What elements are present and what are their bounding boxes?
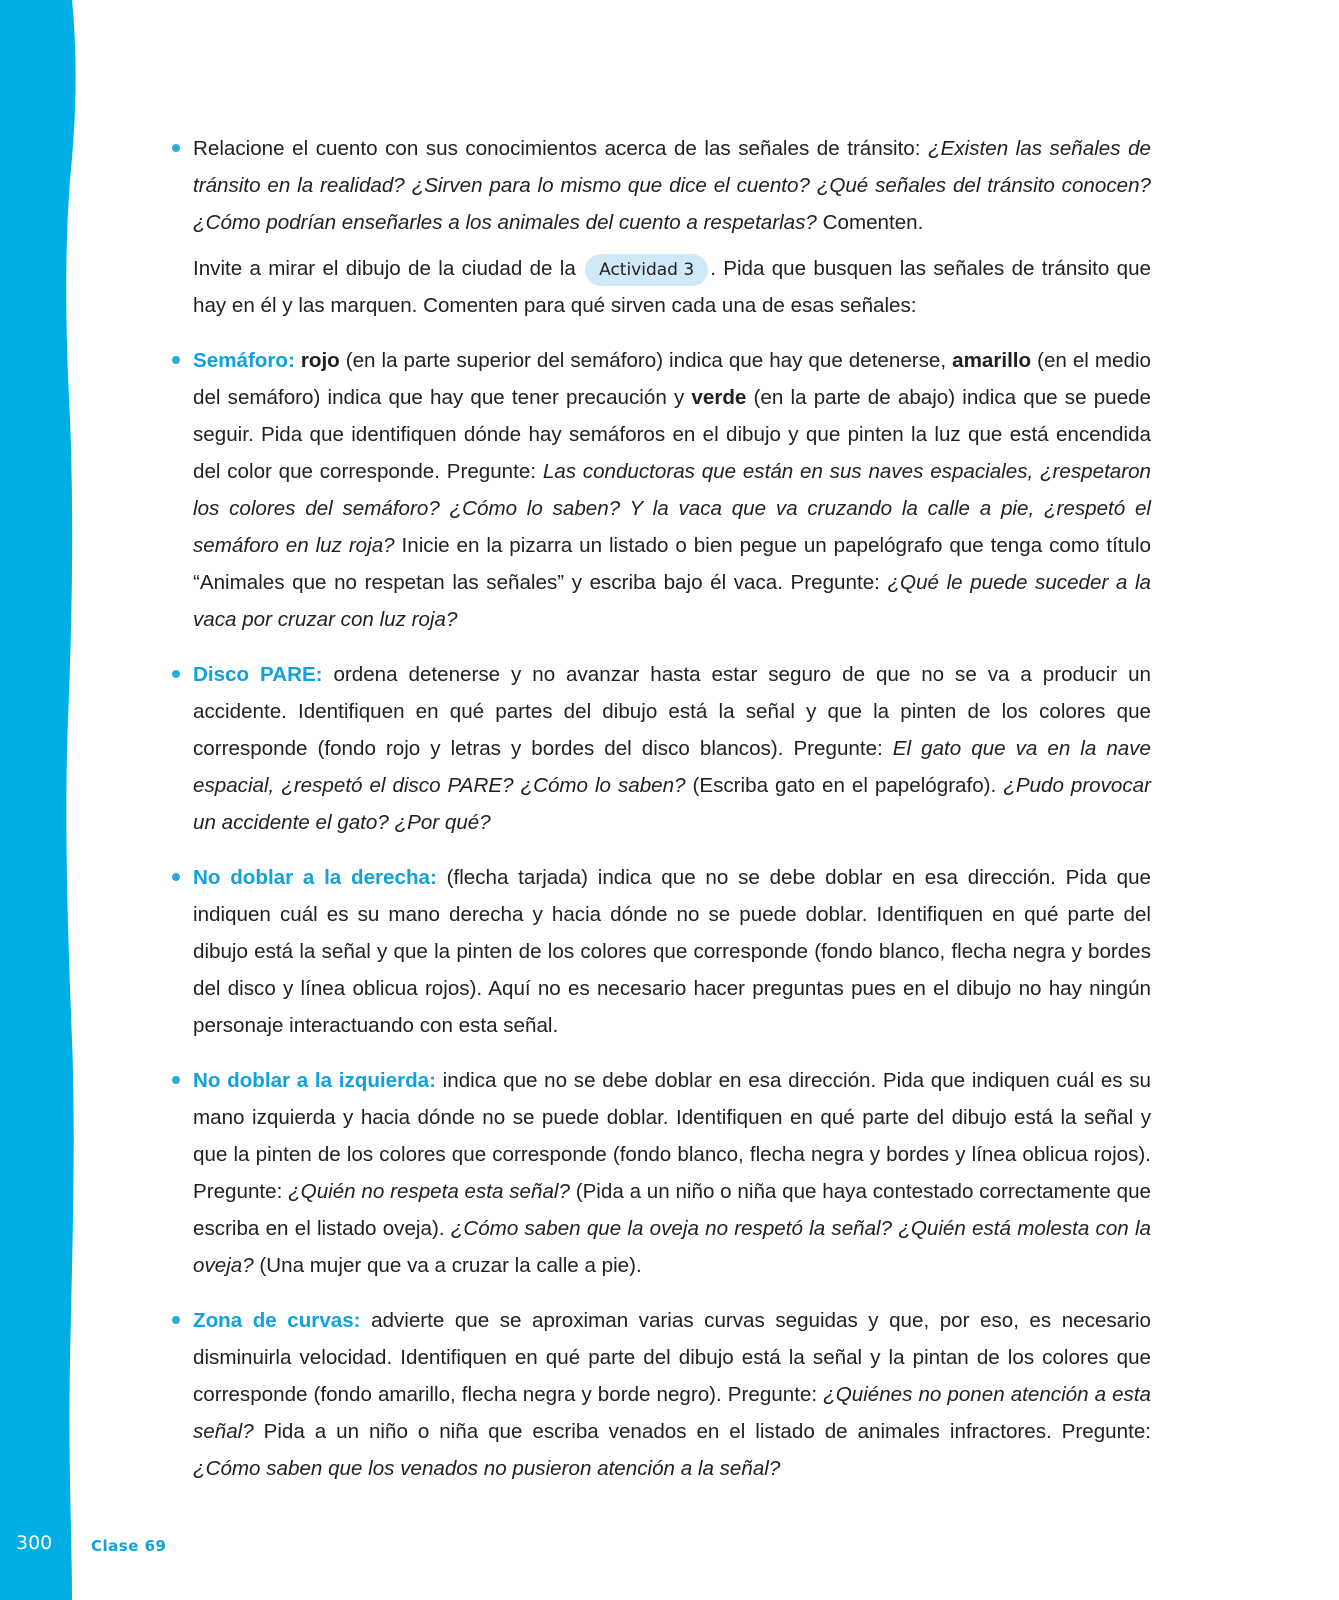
intro-p2-end: . Pida que busquen las señales de tránsito que hay en él y las marquen. Comenten para qué sirven cada una de esas señales: — [193, 257, 1151, 317]
semaforo-text-2: (en el medio del semáforo) indica que hay que tener precaución y — [193, 349, 1151, 409]
no-izquierda-text-1: indica que no se debe doblar en esa dirección. Pida que indiquen cuál es su mano izquierda y hacia dónde no se puede doblar. Identifiquen en qué parte del dibujo está la señal y que la pinten de los colores que corresponde (fondo blanco, flecha negra y bordes y línea oblicua rojos). Pregunte: — [193, 1069, 1151, 1203]
zona-curvas-text-1: advierte que se aproximan varias curvas seguidas y que, por eso, es necesario disminuirla velocidad. Identifiquen en qué parte del dibujo está la señal y la pintan de los colores que corresponde (fondo amarillo, flecha negra y borde negro). Pregunte: — [193, 1309, 1152, 1406]
semaforo-question-2: ¿Qué le puede suceder a la vaca por cruzar con luz roja? — [193, 571, 1151, 631]
semaforo-term: Semáforo: — [193, 349, 295, 372]
no-izquierda-text-3: (Una mujer que va a cruzar la calle a pie). — [253, 1254, 642, 1277]
bullet-icon — [172, 1076, 180, 1084]
intro-end: Comenten. — [816, 211, 924, 234]
no-izquierda-item — [166, 1062, 1151, 1284]
semaforo-item — [166, 342, 1151, 638]
semaforo-text-4: Inicie en la pizarra un listado o bien pegue un papelógrafo que tenga como título “Animales que no respetan las señales” y escriba bajo él vaca. Pregunte: — [193, 534, 1151, 594]
bullet-icon — [172, 356, 180, 364]
bullet-icon — [172, 1316, 180, 1324]
zona-curvas-item — [166, 1302, 1151, 1487]
side-color-band — [0, 0, 90, 1600]
semaforo-text-1: (en la parte superior del semáforo) indica que hay que detenerse, — [339, 349, 953, 372]
semaforo-text-3: (en la parte de abajo) indica que se puede seguir. Pida que identifiquen dónde hay semáforos en el dibujo y que pinten la luz que está encendida del color que corresponde. Pregunte: — [193, 386, 1151, 483]
intro-questions: ¿Existen las señales de tránsito en la realidad? ¿Sirven para lo mismo que dice el cuento? ¿Qué señales del tránsito conocen? ¿Cómo podrían enseñarles a los animales del cuento a respetarlas? — [193, 137, 1151, 234]
no-derecha-term: No doblar a la derecha: — [193, 866, 437, 889]
no-izquierda-question-1: ¿Quién no respeta esta señal? — [288, 1180, 570, 1203]
rojo-word: rojo — [300, 349, 340, 372]
disco-pare-item — [166, 656, 1151, 841]
bullet-icon — [172, 873, 180, 881]
disco-pare-text-1: ordena detenerse y no avanzar hasta estar seguro de que no se va a producir un accidente. Identifiquen en qué partes del dibujo está la señal y que la pinten de los colores que corresponde (fondo rojo y letras y bordes del disco blancos). Pregunte: — [193, 663, 1151, 760]
zona-curvas-question-1: ¿Quiénes no ponen atención a esta señal? — [193, 1383, 1151, 1443]
no-derecha-item — [166, 859, 1151, 1044]
zona-curvas-question-2: ¿Cómo saben que los venados no pusieron atención a la señal? — [193, 1457, 781, 1480]
bullet-icon — [172, 670, 180, 678]
verde-word: verde — [691, 386, 747, 409]
intro-text: Relacione el cuento con sus conocimientos acerca de las señales de tránsito: — [193, 137, 929, 160]
bullet-icon — [172, 144, 180, 152]
class-label: Clase 69 — [91, 1537, 167, 1555]
intro-item — [166, 130, 1151, 241]
page-number: 300 — [16, 1532, 53, 1554]
disco-pare-text-2: (Escriba gato en el papelógrafo). — [685, 774, 1004, 797]
no-izquierda-term: No doblar a la izquierda: — [193, 1069, 436, 1092]
no-izquierda-question-2: ¿Cómo saben que la oveja no respetó la señal? ¿Quién está molesta con la oveja? — [193, 1217, 1151, 1277]
page-body — [166, 130, 1151, 1487]
intro-paragraph-2 — [166, 250, 1151, 324]
disco-pare-question-1: El gato que va en la nave espacial, ¿respetó el disco PARE? ¿Cómo lo saben? — [193, 737, 1151, 797]
intro-p2-start: Invite a mirar el dibujo de la ciudad de la — [193, 257, 584, 280]
zona-curvas-term: Zona de curvas: — [193, 1309, 361, 1332]
no-derecha-text: (flecha tarjada) indica que no se debe doblar en esa dirección. Pida que indiquen cuál es su mano derecha y hacia dónde no se puede doblar. Identifiquen en qué parte del dibujo está la señal y que la pinten de los colores que corresponde (fondo blanco, flecha negra y bordes del disco y línea oblicua rojos). Aquí no es necesario hacer preguntas pues en el dibujo no hay ningún personaje interactuando con esta señal. — [193, 866, 1151, 1037]
amarillo-word: amarillo — [952, 349, 1032, 372]
no-izquierda-text-2: (Pida a un niño o niña que haya contestado correctamente que escriba en el listado oveja). — [193, 1180, 1151, 1240]
semaforo-question-1: Las conductoras que están en sus naves espaciales, ¿respetaron los colores del semáforo? ¿Cómo lo saben? Y la vaca que va cruzando la calle a pie, ¿respetó el semáforo en luz roja? — [193, 460, 1152, 557]
zona-curvas-text-2: Pida a un niño o niña que escriba venados en el listado de animales infractores. Pregunte: — [253, 1420, 1151, 1443]
activity-badge: Actividad 3 — [585, 254, 708, 286]
disco-pare-term: Disco PARE: — [193, 663, 323, 686]
disco-pare-question-2: ¿Pudo provocar un accidente el gato? ¿Por qué? — [193, 774, 1151, 834]
